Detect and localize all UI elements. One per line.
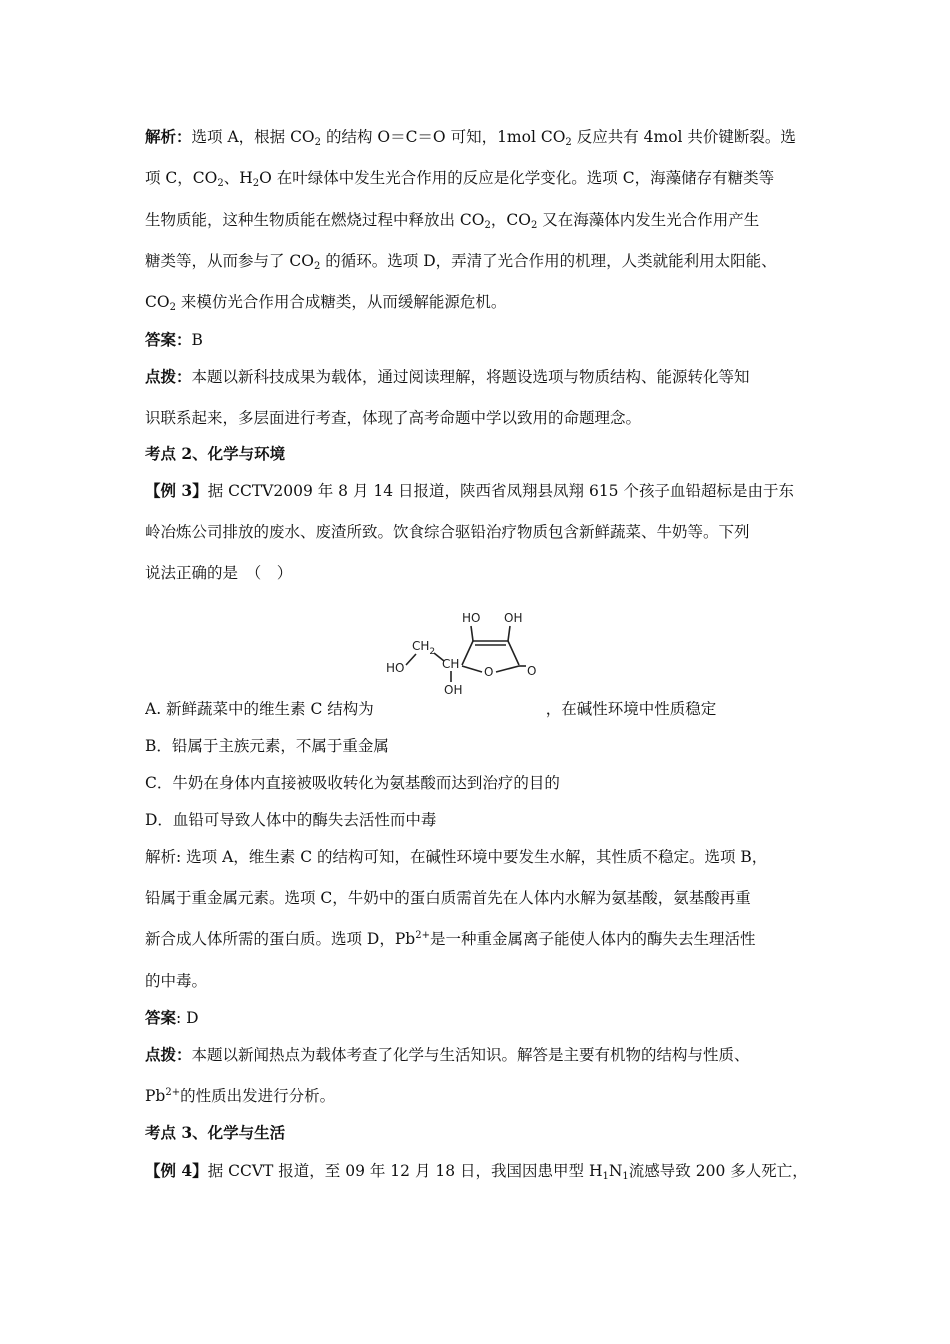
- example-3-line-2: 岭冶炼公司排放的废水、废渣所致。饮食综合驱铅治疗物质包含新鲜蔬菜、牛奶等。下列: [145, 523, 750, 541]
- ch2-label: $CH_2$: [412, 639, 436, 657]
- option-c: C．牛奶在身体内直接被吸收转化为氨基酸而达到治疗的目的: [145, 774, 560, 792]
- analysis-1-line-1: 解析：选项 A，根据 $CO_2$ 的结构 O＝C＝O 可知，1mol $CO_2$ 反应共有 4mol 共价键断裂。选: [145, 127, 796, 147]
- answer-value: B: [191, 331, 203, 349]
- oh-bottom-label: OH: [444, 683, 463, 697]
- bond-c2-c1: [508, 641, 519, 665]
- tip-1-line-2: 识联系起来，多层面进行考查，体现了高考命题中学以致用的命题理念。: [145, 409, 642, 427]
- analysis-1-line-2: 项 C，$CO_2$、$H_2O$ 在叶绿体中发生光合作用的反应是化学变化。选项 C，海藻储存有糖类等: [145, 169, 775, 188]
- answer-label: 答案: [145, 1008, 177, 1027]
- analysis-label: 解析：: [145, 127, 192, 146]
- example-3-line-3: 说法正确的是 （ ）: [145, 564, 293, 582]
- tip-2-line-1: 点拨：本题以新闻热点为载体考查了化学与生活知识。解答是主要有机物的结构与性质、: [145, 1045, 750, 1064]
- tip-label: 点拨：: [145, 367, 192, 386]
- answer-label: 答案：: [145, 330, 192, 349]
- tip-label: 点拨：: [145, 1045, 192, 1064]
- oh-top-label: OH: [504, 611, 523, 625]
- bond-ho-ch2: [406, 654, 416, 665]
- example-4-line-1: 【例 4】据 CCVT 报道，至 09 年 12 月 18 日，我国因患甲型 $H_1N_1$流感导致 200 多人死亡，: [145, 1161, 808, 1181]
- analysis-2-line-4: 的中毒。: [145, 972, 208, 990]
- ho-left-label: HO: [386, 661, 405, 675]
- answer-1: [145, 330, 825, 350]
- example-3-line-1: 【例 3】据 CCTV2009 年 8 月 14 日报道，陕西省凤翔县凤翔 615 个孩子血铅超标是由于东: [145, 481, 794, 500]
- vitamin-c-structure-diagram: [382, 606, 542, 702]
- bond-ho-c3: [471, 626, 473, 641]
- ring-oxygen-label: O: [484, 665, 494, 679]
- example-label: 【例 3】: [145, 481, 208, 500]
- analysis-1-line-4: 糖类等，从而参与了 $CO_2$ 的循环。选项 D，弄清了光合作用的机理，人类就能利用太阳能、: [145, 252, 777, 271]
- bond-o-c1: [496, 666, 519, 672]
- analysis-2-line-3: 新合成人体所需的蛋白质。选项 D，$Pb^{2+}$是一种重金属离子能使人体内的酶失去生理活性: [145, 930, 756, 948]
- tip-2-line-2: $Pb^{2+}$的性质出发进行分析。: [145, 1087, 336, 1105]
- example-label: 【例 4】: [145, 1161, 208, 1180]
- option-a: A. 新鲜蔬菜中的维生素 C 结构为 ，在碱性环境中性质稳定: [145, 700, 717, 718]
- bond-c3-c4: [462, 641, 473, 665]
- answer-2: [145, 1008, 825, 1028]
- analysis-2-line-1: 解析: 选项 A，维生素 C 的结构可知，在碱性环境中要发生水解，其性质不稳定。选项 B，: [145, 848, 768, 866]
- ch-label: CH: [442, 657, 460, 671]
- analysis-1-line-3: 生物质能，这种生物质能在燃烧过程中释放出 $CO_2$，$CO_2$ 又在海藻体内发生光合作用产生: [145, 211, 760, 230]
- bond-c4-o: [462, 666, 482, 672]
- section-heading-2: 考点 2、化学与环境: [145, 444, 286, 463]
- analysis-1-line-5: $CO_2$ 来模仿光合作用合成糖类，从而缓解能源危机。: [145, 293, 507, 312]
- option-b: B．铅属于主族元素，不属于重金属: [145, 737, 389, 755]
- analysis-2-line-2: 铅属于重金属元素。选项 C，牛奶中的蛋白质需首先在人体内水解为氨基酸，氨基酸再重: [145, 889, 751, 907]
- option-d: D．血铅可导致人体中的酶失去活性而中毒: [145, 811, 437, 829]
- section-heading-3: 考点 3、化学与生活: [145, 1123, 286, 1142]
- answer-value: : D: [176, 1009, 199, 1027]
- bond-oh-c2: [508, 626, 510, 641]
- tip-1-line-1: 点拨：本题以新科技成果为载体，通过阅读理解，将题设选项与物质结构、能源转化等知: [145, 367, 750, 386]
- carbonyl-oxygen-label: O: [527, 664, 537, 678]
- ho-top-label: HO: [462, 611, 481, 625]
